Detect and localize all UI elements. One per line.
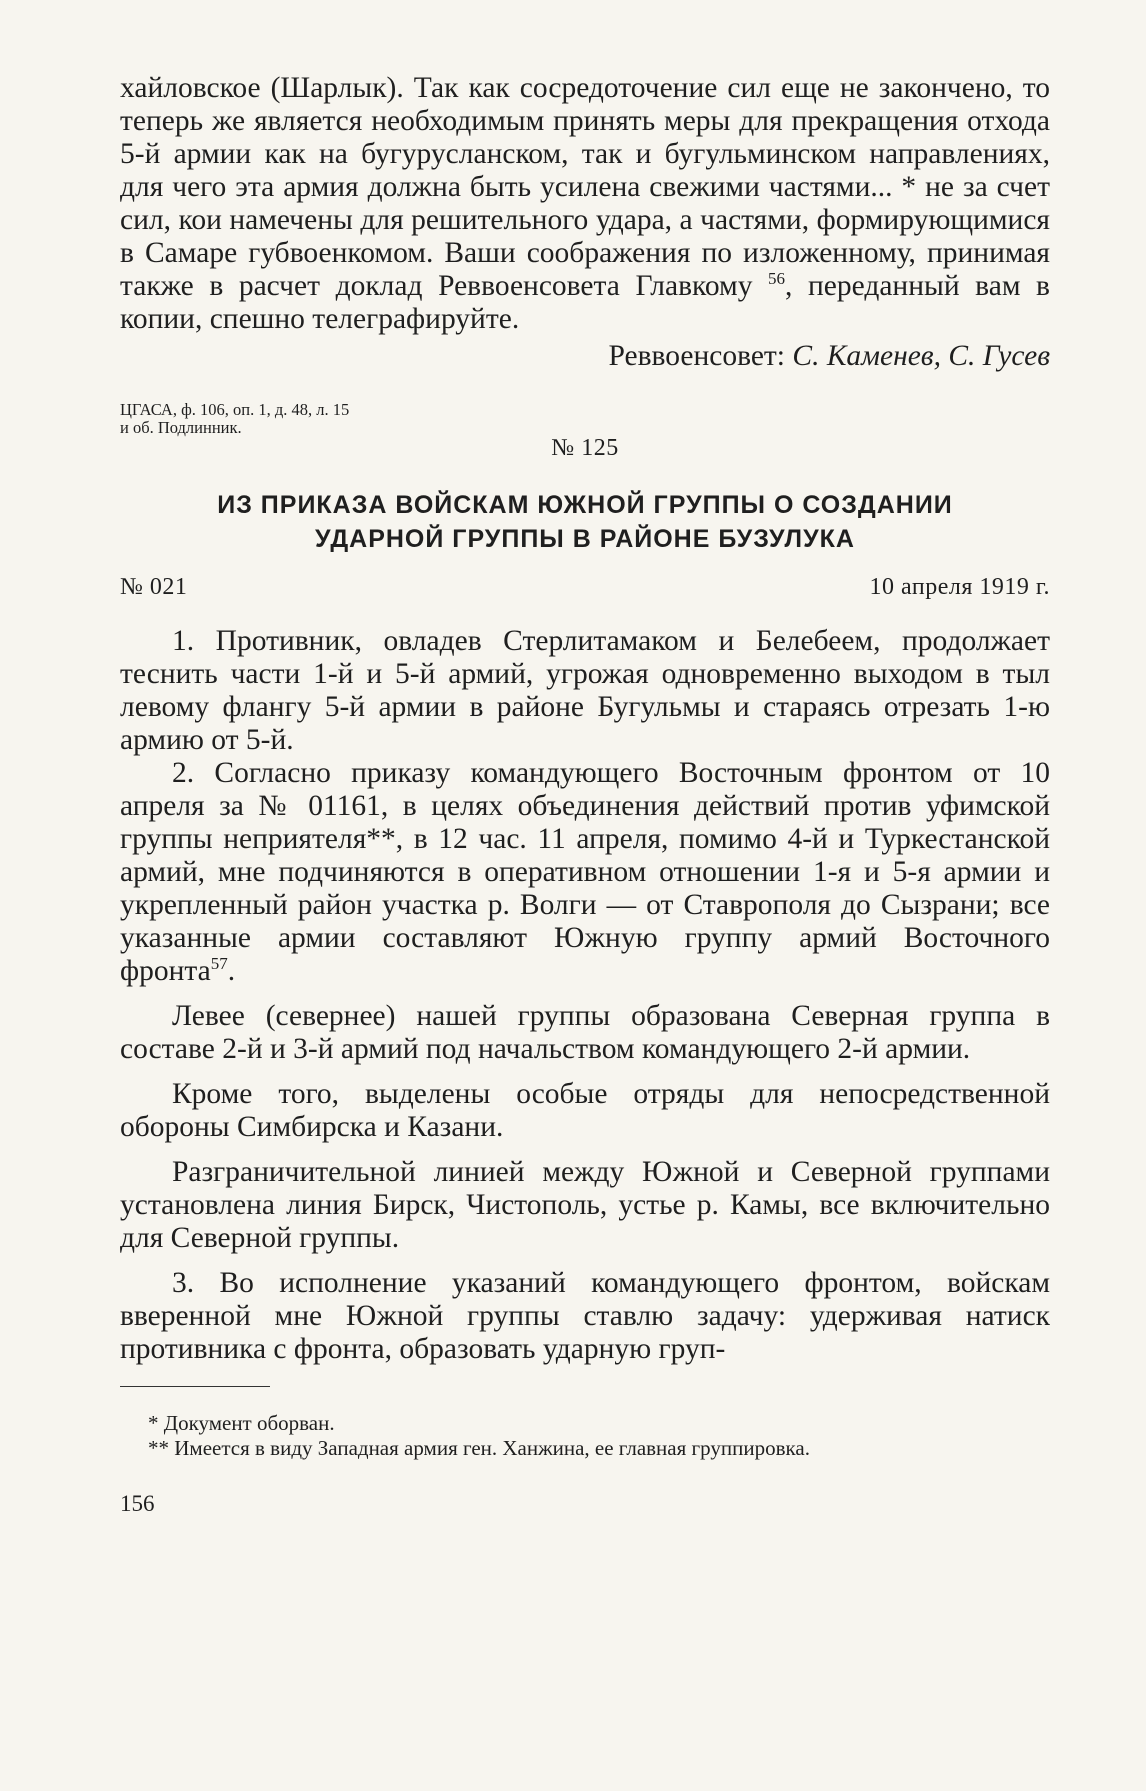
document-title	[120, 488, 1050, 556]
continuation-text-end: , переданный вам в копии, спешно телеграфируйте.	[120, 270, 1050, 335]
order-date: 10 апреля 1919 г.	[869, 574, 1050, 600]
signature-names: С. Каменев, С. Гусев	[792, 340, 1050, 372]
continuation-text: хайловское (Шарлык). Так как сосредоточение сил еще не закончено, то теперь же является необходимым принять меры для прекращения отхода 5-й армии как на бугурусланском, так и бугульминском направлениях, для чего эта армия должна быть усилена свежими частями... * не за счет сил, кои намечены для решительного удара, а частями, формирующимися в Самаре губвоенкомом. Ваши соображения по изложенному, принимая также в расчет доклад Реввоенсовета Главкому	[120, 72, 1050, 302]
document-number: № 125	[551, 435, 619, 461]
archive-reference	[120, 401, 540, 437]
order-header	[120, 574, 1050, 601]
archive-line-2: и об. Подлинник.	[120, 418, 242, 437]
page-number: 156	[120, 1491, 155, 1516]
paragraph-6: 3. Во исполнение указаний командующего фронтом, войскам вверенной мне Южной группы ставлю задачу: удерживая натиск противника с фронта, образовать ударную груп-	[120, 1267, 1050, 1365]
paragraph-1: 1. Противник, овладев Стерлитамаком и Белебеем, продолжает теснить части 1-й и 5-й армий, угрожая одновременно выходом в тыл левому флангу 5-й армии в районе Бугульмы и стараясь отрезать 1-ю армию от 5-й.	[120, 625, 1050, 756]
order-number: № 021	[120, 574, 188, 600]
signature-label: Реввоенсовет:	[608, 340, 786, 372]
archive-line-1: ЦГАСА, ф. 106, оп. 1, д. 48, л. 15	[120, 400, 350, 419]
paragraph-2-text: 2. Согласно приказу командующего Восточным фронтом от 10 апреля за № 01161, в целях объединения действий против уфимской группы неприятеля**, в 12 час. 11 апреля, помимо 4-й и Туркестанской армий, мне подчиняются в оперативном отношении 1-я и 5-я армии и укрепленный район участка р. Волги — от Ставрополя до Сызрани; все указанные армии составляют Южную группу армий Восточного фронта	[120, 757, 1050, 987]
footnote-2: ** Имеется в виду Западная армия ген. Ханжина, ее главная группировка.	[148, 1436, 810, 1460]
paragraph-4: Кроме того, выделены особые отряды для непосредственной обороны Симбирска и Казани.	[120, 1078, 1050, 1143]
footnote-1: * Документ оборван.	[148, 1411, 335, 1435]
title-line-1: ИЗ ПРИКАЗА ВОЙСКАМ ЮЖНОЙ ГРУППЫ О СОЗДАНИИ	[217, 491, 953, 519]
footnotes	[120, 1411, 1050, 1461]
paragraph-2-end: .	[227, 955, 236, 987]
paragraph-2	[120, 757, 1050, 988]
endnote-ref-56: 56	[768, 269, 786, 289]
endnote-ref-57: 57	[210, 954, 228, 974]
footnote-divider	[120, 1386, 270, 1387]
continuation-paragraph	[120, 72, 1050, 336]
paragraph-5: Разграничительной линией между Южной и Северной группами установлена линия Бирск, Чистополь, устье р. Камы, все включительно для Северной группы.	[120, 1156, 1050, 1254]
paragraph-3: Левее (севернее) нашей группы образована Северная группа в составе 2-й и 3-й армий под начальством командующего 2-й армии.	[120, 1000, 1050, 1065]
signature-line	[120, 340, 1050, 373]
title-line-2: УДАРНОЙ ГРУППЫ В РАЙОНЕ БУЗУЛУКА	[315, 525, 855, 553]
